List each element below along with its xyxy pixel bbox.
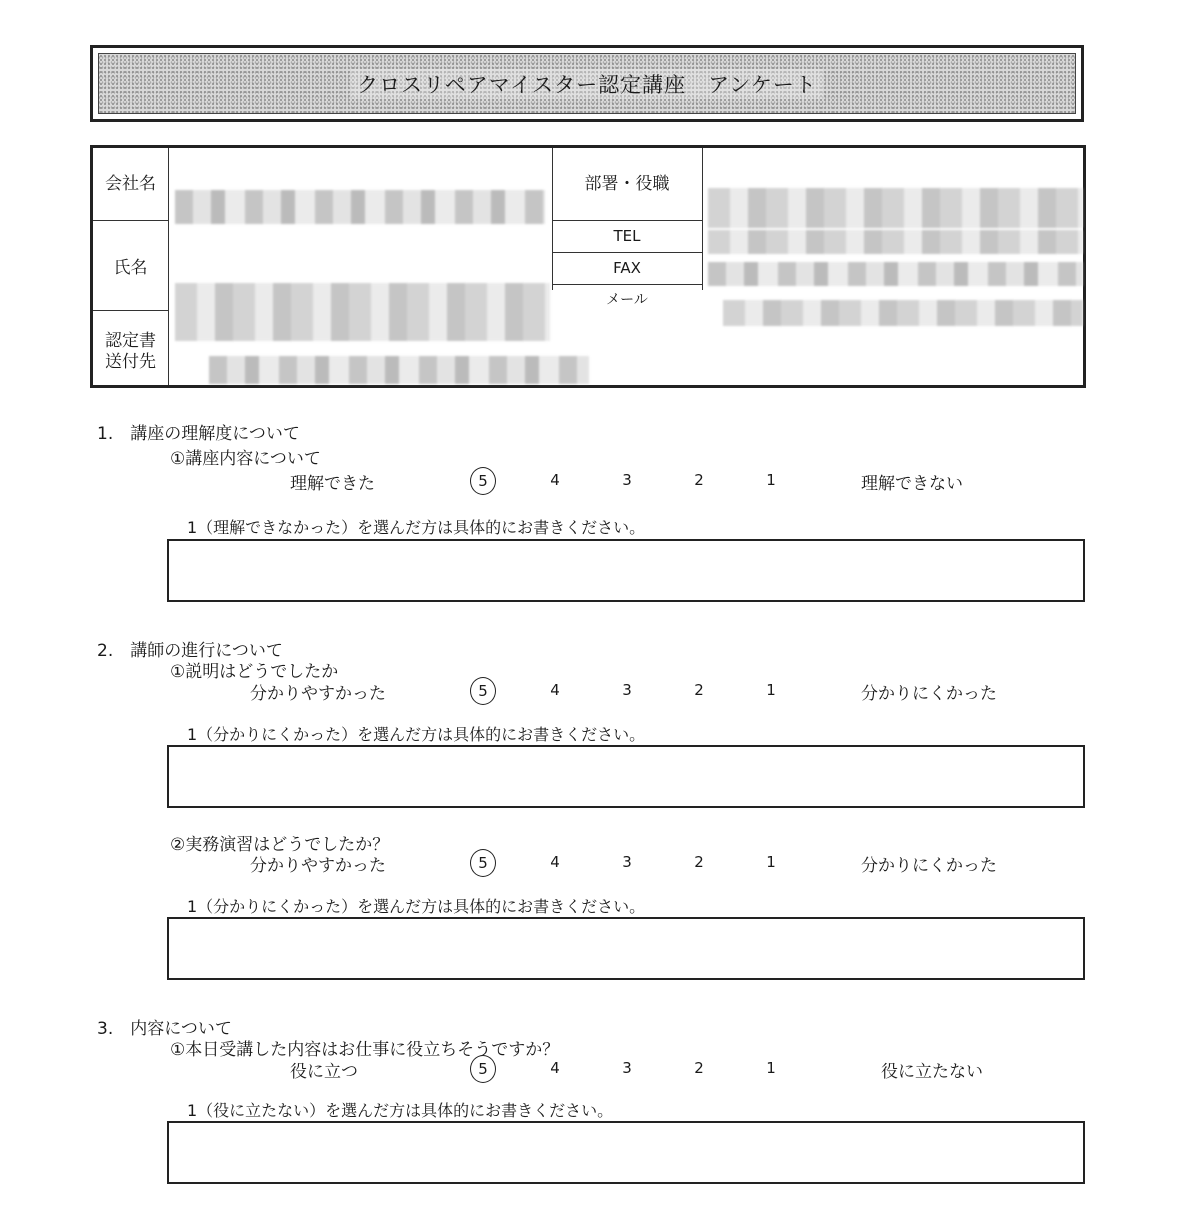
mail-label: メール xyxy=(606,292,648,308)
scale-option-1[interactable]: 1 xyxy=(766,853,776,871)
q1-sub1-note: 1（理解できなかった）を選んだ方は具体的にお書きください。 xyxy=(187,518,646,537)
cert-label xyxy=(93,331,168,373)
scale-option-5-selected[interactable]: 5 xyxy=(470,849,496,877)
title-panel xyxy=(98,53,1076,114)
scale-right-label: 分かりにくかった xyxy=(861,856,997,876)
table-divider xyxy=(168,148,169,385)
table-divider xyxy=(93,310,168,311)
cert-address-redacted[interactable] xyxy=(209,356,589,384)
scale-option-2[interactable]: 2 xyxy=(694,681,704,699)
scale-option-3[interactable]: 3 xyxy=(622,681,632,699)
scale-left-label: 分かりやすかった xyxy=(250,684,386,704)
scale-option-3[interactable]: 3 xyxy=(622,853,632,871)
scale-option-5-selected[interactable]: 5 xyxy=(470,1055,496,1083)
q3-heading: 3. 内容について xyxy=(97,1019,232,1039)
scale-left-label: 役に立つ xyxy=(290,1062,358,1082)
scale-right-label: 役に立たない xyxy=(881,1062,983,1082)
scale-option-2[interactable]: 2 xyxy=(694,853,704,871)
q3-sub1-answer-box[interactable] xyxy=(167,1121,1085,1184)
department-field-redacted[interactable] xyxy=(708,188,1083,228)
q1-sub1-label: ①講座内容について xyxy=(170,449,321,469)
scale-option-3[interactable]: 3 xyxy=(622,471,632,489)
scale-option-5-selected[interactable]: 5 xyxy=(470,677,496,705)
scale-option-1[interactable]: 1 xyxy=(766,681,776,699)
company-label: 会社名 xyxy=(105,174,156,194)
scale-left-label: 分かりやすかった xyxy=(250,856,386,876)
scale-option-4[interactable]: 4 xyxy=(550,471,560,489)
department-label: 部署・役職 xyxy=(584,174,670,194)
q3-sub1-scale xyxy=(0,1057,1200,1081)
company-field-redacted[interactable] xyxy=(175,190,545,224)
name-label: 氏名 xyxy=(113,258,148,278)
table-divider xyxy=(702,148,703,290)
title-banner xyxy=(90,45,1084,122)
q2-sub1-note: 1（分かりにくかった）を選んだ方は具体的にお書きください。 xyxy=(187,725,646,744)
scale-option-2[interactable]: 2 xyxy=(694,1059,704,1077)
scale-option-5-selected[interactable]: 5 xyxy=(470,467,496,495)
info-table xyxy=(90,145,1086,388)
scale-left-label: 理解できた xyxy=(290,474,375,494)
q2-sub2-scale xyxy=(0,851,1200,875)
q2-sub2-label: ②実務演習はどうでしたか？ xyxy=(170,835,390,855)
q2-sub1-label: ①説明はどうでしたか xyxy=(170,662,339,682)
mail-field-redacted[interactable] xyxy=(723,300,1083,326)
q2-sub2-note: 1（分かりにくかった）を選んだ方は具体的にお書きください。 xyxy=(187,897,646,916)
q3-sub1-label: ①本日受講した内容はお仕事に役立ちそうですか？ xyxy=(170,1040,560,1060)
table-divider xyxy=(552,252,702,253)
scale-option-2[interactable]: 2 xyxy=(694,471,704,489)
fax-label: FAX xyxy=(613,259,641,277)
q3-sub1-note: 1（役に立たない）を選んだ方は具体的にお書きください。 xyxy=(187,1101,614,1120)
q2-heading: 2. 講師の進行について xyxy=(97,641,283,661)
cert-label-line2: 送付先 xyxy=(105,352,156,372)
scale-option-1[interactable]: 1 xyxy=(766,1059,776,1077)
q2-sub1-answer-box[interactable] xyxy=(167,745,1085,808)
table-divider xyxy=(552,284,702,285)
name-field-redacted[interactable] xyxy=(175,283,550,341)
cert-label-line1: 認定書 xyxy=(105,331,156,351)
scale-option-1[interactable]: 1 xyxy=(766,471,776,489)
q2-sub1-scale xyxy=(0,679,1200,703)
table-divider xyxy=(552,220,702,221)
scale-option-4[interactable]: 4 xyxy=(550,1059,560,1077)
tel-field-redacted[interactable] xyxy=(708,230,1083,254)
q1-sub1-answer-box[interactable] xyxy=(167,539,1085,602)
q2-sub2-answer-box[interactable] xyxy=(167,917,1085,980)
scale-option-4[interactable]: 4 xyxy=(550,853,560,871)
scale-right-label: 理解できない xyxy=(861,474,963,494)
page-title: クロスリペアマイスター認定講座 アンケート xyxy=(351,69,823,99)
scale-option-4[interactable]: 4 xyxy=(550,681,560,699)
scale-option-3[interactable]: 3 xyxy=(622,1059,632,1077)
fax-field-redacted[interactable] xyxy=(708,262,1083,286)
scale-right-label: 分かりにくかった xyxy=(861,684,997,704)
q1-sub1-scale xyxy=(0,469,1200,493)
tel-label: TEL xyxy=(613,227,641,245)
q1-heading: 1. 講座の理解度について xyxy=(97,424,300,444)
table-divider xyxy=(93,220,168,221)
